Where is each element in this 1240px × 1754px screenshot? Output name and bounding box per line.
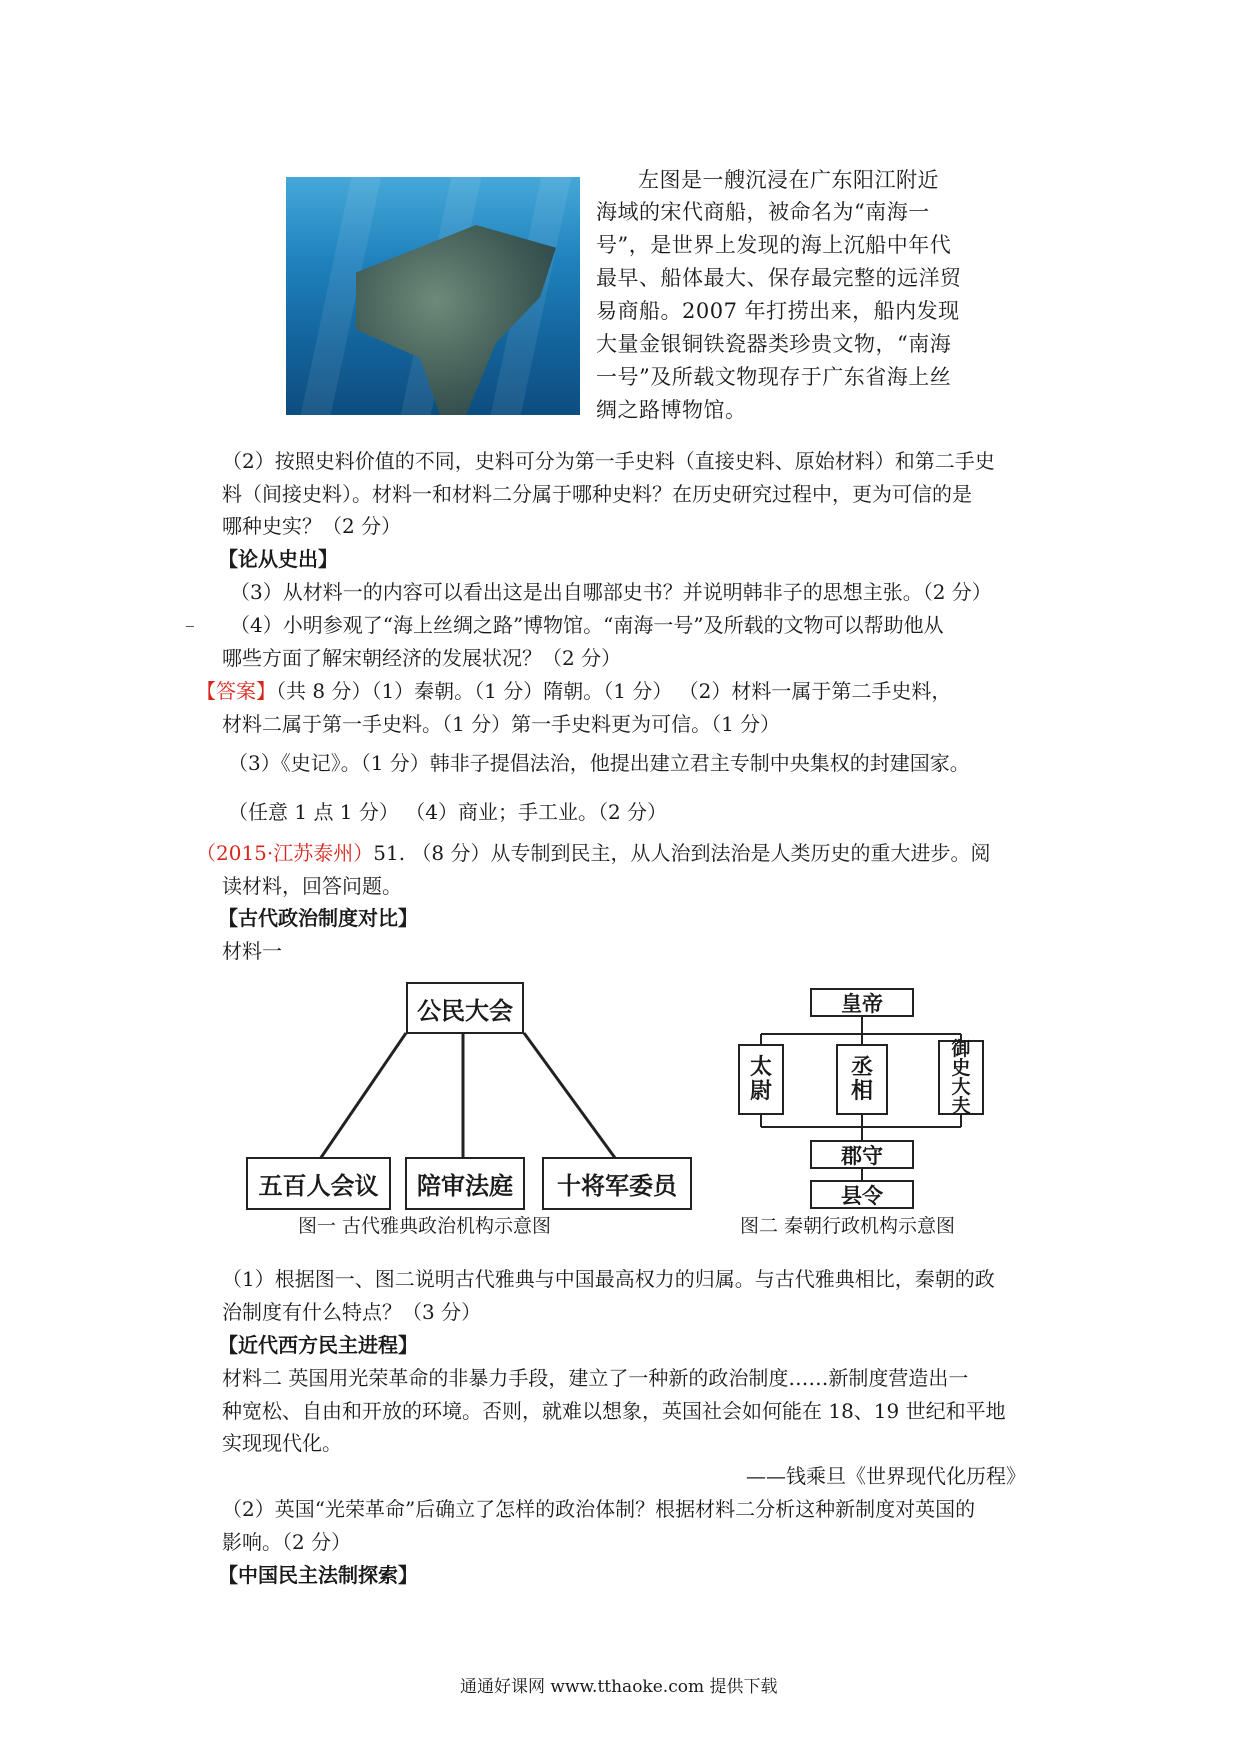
athens-ten-generals-box: 十将军委员: [542, 1157, 692, 1210]
diagram-2-caption: 图二 秦朝行政机构示意图: [740, 1215, 956, 1237]
section-heading-jindai: 【近代西方民主进程】: [218, 1333, 418, 1357]
answer-label: 【答案】: [196, 679, 276, 703]
material-1-label: 材料一: [222, 939, 282, 963]
qin-commandery-box: 郡守: [810, 1140, 914, 1169]
question-2-line-3: 哪种史实？（2 分）: [222, 514, 402, 538]
athens-jury-court-box: 陪审法庭: [405, 1157, 525, 1210]
material-2-line-3: 实现现代化。: [222, 1431, 342, 1455]
question-1-line-1: （1）根据图一、图二说明古代雅典与中国最高权力的归属。与古代雅典相比，秦朝的政: [222, 1267, 995, 1291]
athens-council-500-box: 五百人会议: [246, 1157, 391, 1210]
qin-county-box: 县令: [810, 1180, 914, 1209]
qin-censor-box: 御 史 大 夫: [938, 1040, 984, 1115]
question-2-line-1: （2）按照史料价值的不同，史料可分为第一手史料（直接史料、原始材料）和第二手史: [222, 449, 995, 473]
section-heading-zhongguo: 【中国民主法制探索】: [218, 1563, 418, 1587]
question-1-line-2: 治制度有什么特点？（3 分）: [222, 1300, 482, 1324]
section-heading-gudai: 【古代政治制度对比】: [218, 906, 418, 930]
question-2b-line-1: （2）英国“光荣革命”后确立了怎样的政治体制？根据材料二分析这种新制度对英国的: [222, 1497, 976, 1521]
question-51-line-2: 读材料，回答问题。: [222, 874, 402, 898]
section-heading-lun-cong-shi-chu: 【论从史出】: [218, 547, 338, 571]
question-source: （2015·江苏泰州）: [196, 841, 374, 865]
question-51-line-1: （2015·江苏泰州）51. （8 分）从专制到民主，从人治到法治是人类历史的重大进步。阅: [196, 841, 991, 865]
page-footer: 通通好课网 www.tthaoke.com 提供下载: [460, 1677, 778, 1697]
question-4-line-1: （4）小明参观了“海上丝绸之路”博物馆。“南海一号”及所载的文物可以帮助他从: [230, 613, 944, 637]
material-2-line-1: 材料二 英国用光荣革命的非暴力手段，建立了一种新的政治制度……新制度营造出一: [222, 1366, 969, 1390]
question-4-line-2: 哪些方面了解宋朝经济的发展状况？（2 分）: [222, 646, 622, 670]
question-2b-line-2: 影响。（2 分）: [222, 1530, 352, 1554]
material-2-line-2: 种宽松、自由和开放的环境。否则，就难以想象，英国社会如何能在 18、19 世纪和平地: [222, 1399, 1006, 1423]
diagram-1-caption: 图一 古代雅典政治机构示意图: [298, 1215, 552, 1237]
answer-line-3: （3）《史记》。（1 分）韩非子提倡法治，他提出建立君主专制中央集权的封建国家。: [228, 751, 970, 775]
athens-assembly-box: 公民大会: [406, 982, 524, 1034]
answer-line-1: 【答案】（共 8 分）（1）秦朝。（1 分）隋朝。（1 分） （2）材料一属于第二手史料，: [196, 679, 952, 703]
answer-line-4: （任意 1 点 1 分） （4）商业；手工业。（2 分）: [228, 800, 668, 824]
material-2-source: ——钱乘旦《世界现代化历程》: [746, 1464, 1026, 1488]
question-3: （3）从材料一的内容可以看出这是出自哪部史书？并说明韩非子的思想主张。（2 分）: [230, 580, 992, 604]
answer-line-2: 材料二属于第一手史料。（1 分）第一手史料更为可信。（1 分）: [222, 712, 781, 736]
qin-taiwei-box: 太 尉: [738, 1044, 784, 1115]
question-2-line-2: 料（间接史料）。材料一和材料二分属于哪种史料？在历史研究过程中，更为可信的是: [222, 482, 972, 506]
qin-chancellor-box: 丞 相: [836, 1044, 888, 1115]
qin-emperor-box: 皇帝: [810, 988, 914, 1017]
